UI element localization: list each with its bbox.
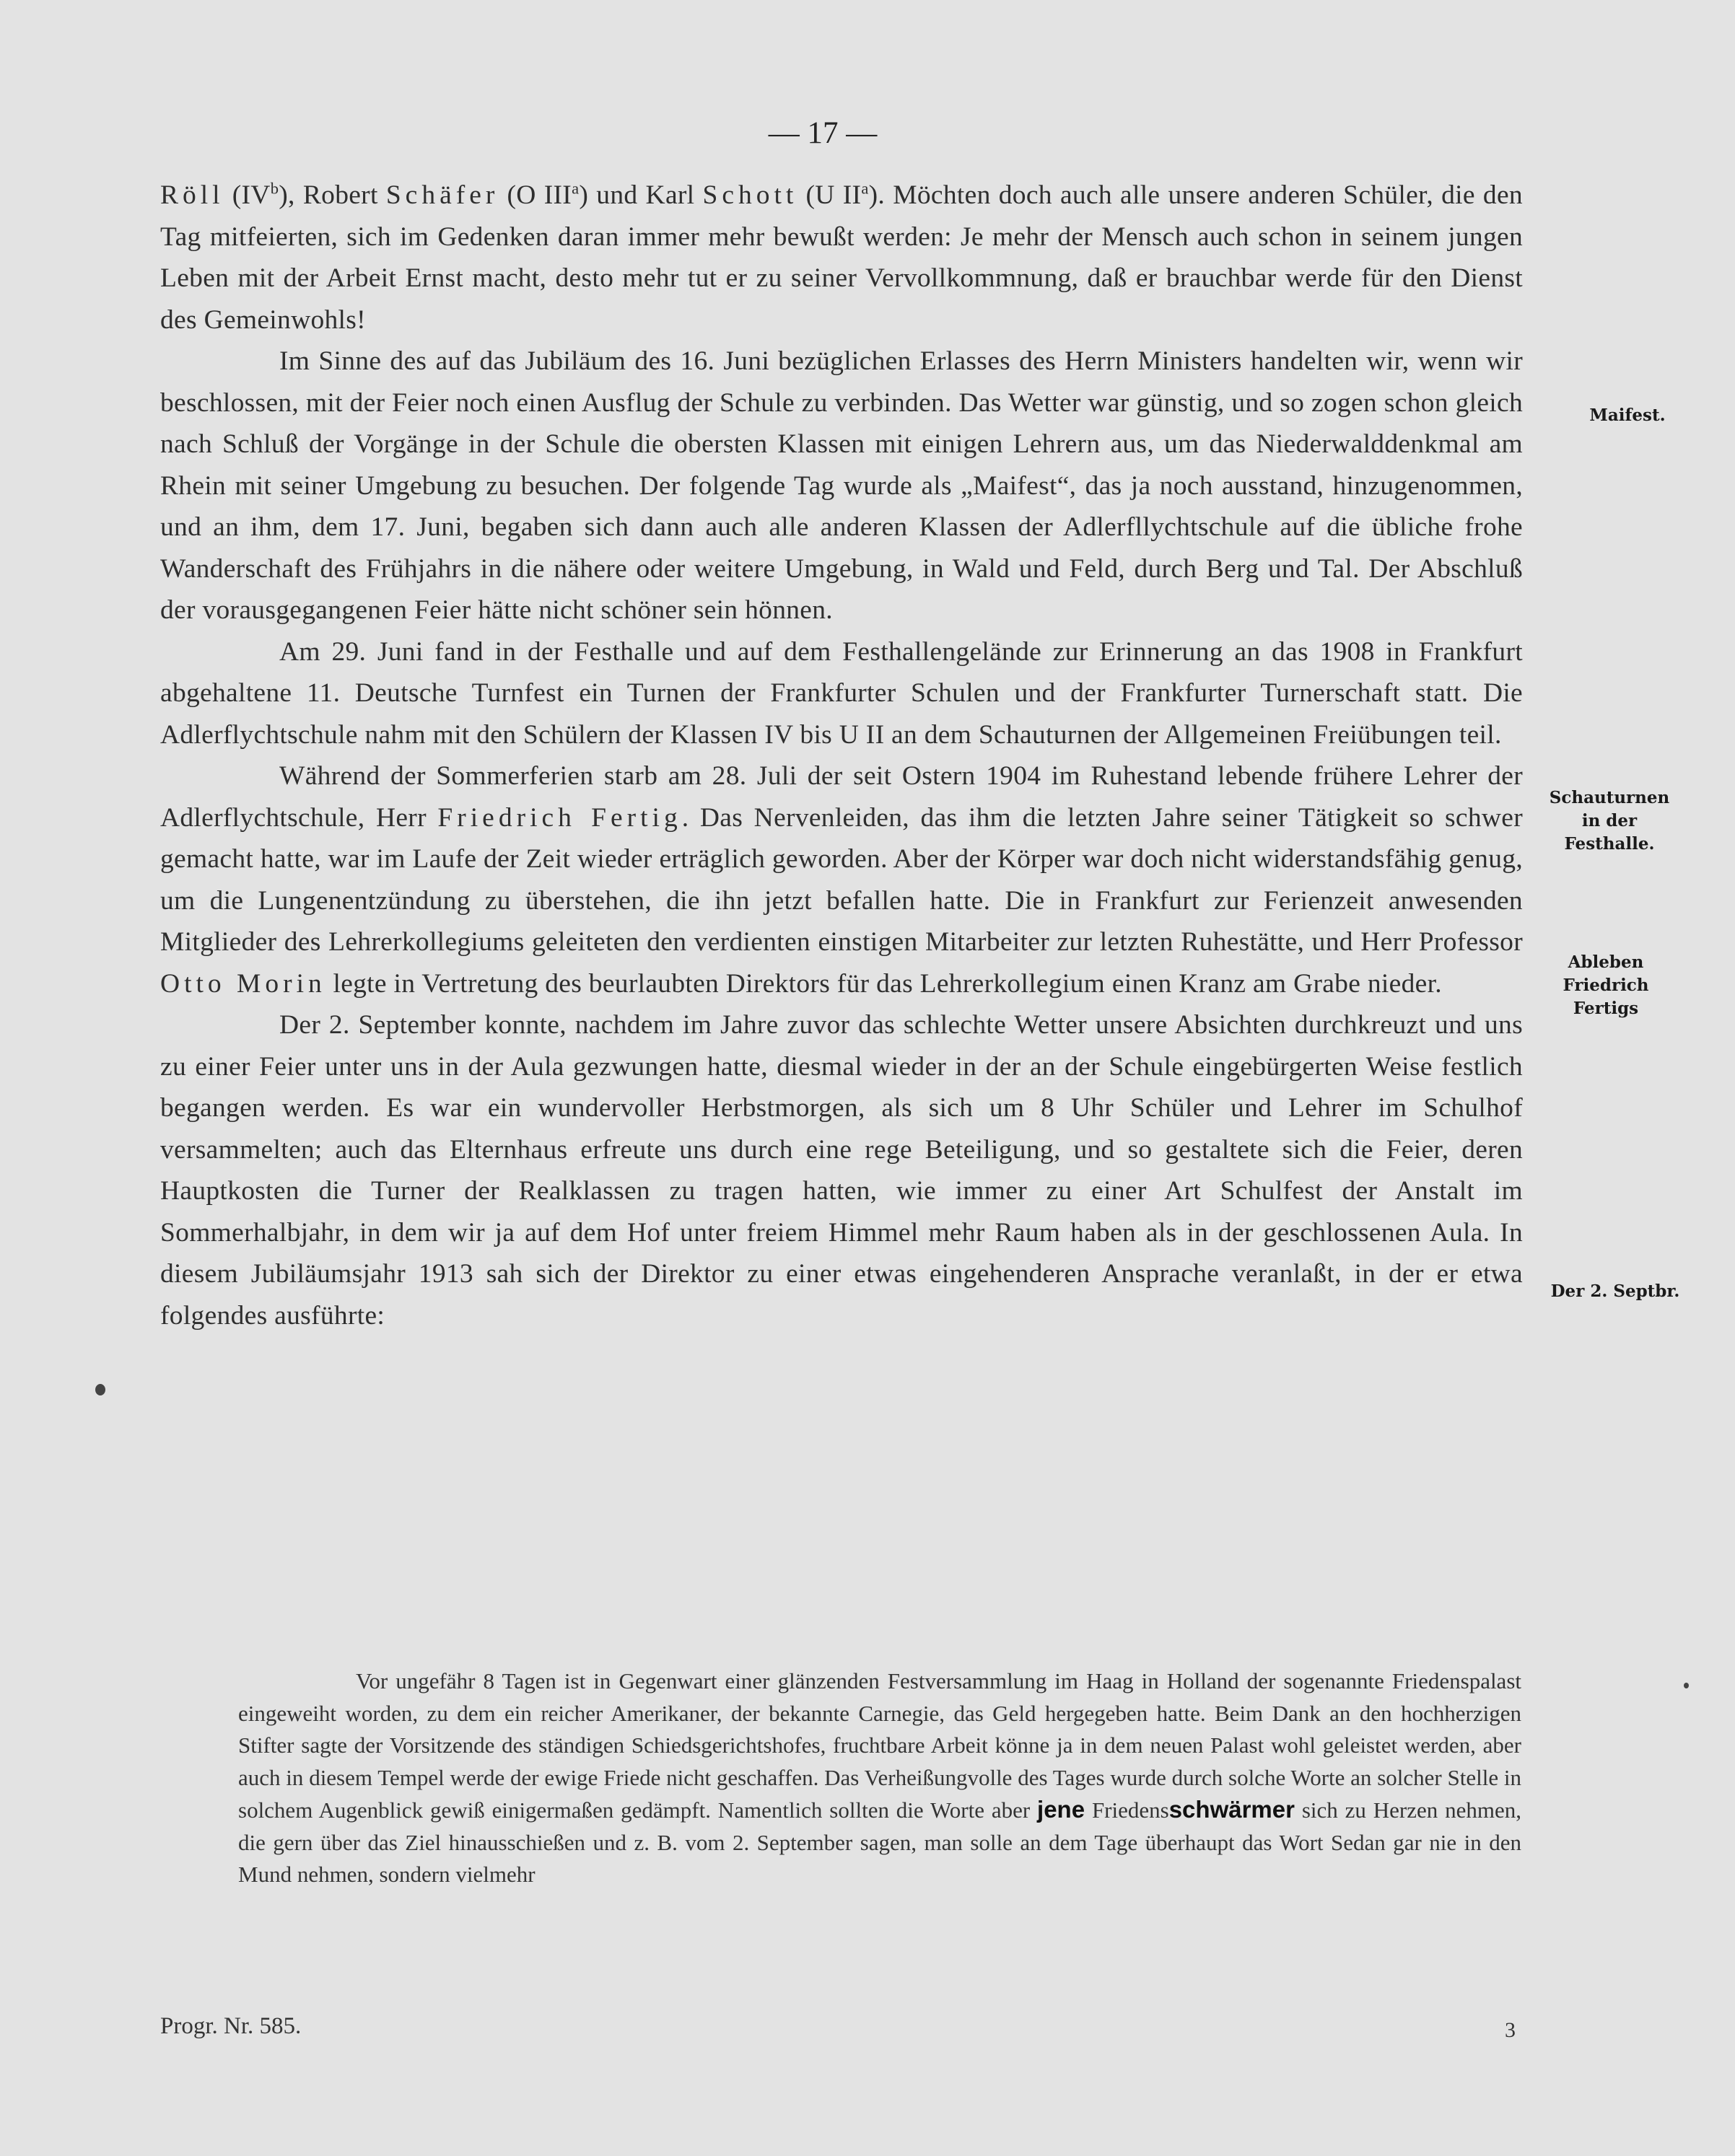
- text-run: (O III: [499, 180, 572, 210]
- margin-note-line: Ableben: [1568, 952, 1644, 972]
- emphasis-text: jene: [1037, 1796, 1085, 1823]
- text-run: sich zu Herzen nehmen, die gern über das Ziel hinausschießen und z. B. vom 2. September sagen, man solle an dem Tage überhaupt das Wort Sedan gar nie in den Mund nehmen, sondern vielmehr: [238, 1797, 1521, 1887]
- spaced-name: Otto Morin: [160, 968, 326, 999]
- margin-note-maifest: Maifest.: [1589, 406, 1666, 425]
- text-run: b: [270, 179, 279, 198]
- text-run: . Das Nervenleiden, das ihm die letzten Jahre seiner Tätigkeit so schwer gemacht hatte, war im Laufe der Zeit wieder erträglich geworden. Aber der Körper war doch nicht widerstandsfähig genug, um die Lungenentzündung zu überstehen, die ihn jetzt befallen hatte. Die in Frankfurt zur Ferienzeit anwesenden Mitglieder des Lehrerkollegiums geleiteten den verdienten einstigen Mitarbeiter zur letzten Ruhestätte, und Herr Professor: [160, 802, 1523, 957]
- margin-note-september: Der 2. Septbr.: [1550, 1281, 1680, 1301]
- spaced-name: Schott: [702, 180, 798, 210]
- margin-note-line: Friedrich: [1563, 976, 1649, 995]
- text-run: Vor ungefähr 8 Tagen ist in Gegenwart einer glänzenden Festversammlung im Haag in Holland der sogenannte Friedenspalast eingeweiht worden, zu dem ein reicher Amerikaner, der bekannte Carnegie, das Geld hergegeben hatte. Beim Dank an den hochherzigen Stifter sagte der Vorsitzende des ständigen Schiedsgerichtshofes, fruchtbare Arbeit könne ja in dem neuen Palast wohl geleistet werden, aber auch in diesem Tempel werde der ewige Friede nicht geschaffen. Das Verheißungvolle des Tages wurde durch solche Worte an solcher Stelle in solchem Augenblick gewiß einigermaßen gedämpft. Namentlich sollten die Worte aber: [238, 1668, 1521, 1823]
- text-run: ). Möchten doch auch alle unsere anderen Schüler, die den Tag mitfeierten, sich im Gedenken daran immer mehr bewußt werden: Je mehr der Mensch auch schon in seinem jungen Leben mit der Arbeit Ernst macht, desto mehr tut er zu seiner Vervollkommnung, daß er brauchbar werde für den Dienst des Gemeinwohls!: [160, 180, 1523, 335]
- margin-note-line: Schauturnen: [1549, 788, 1670, 807]
- text-run: Der 2. September konnte, nachdem im Jahre zuvor das schlechte Wetter unsere Absichten durchkreuzt und uns zu einer Feier unter uns in der Aula gezwungen hatte, diesmal wieder in der an der Schule eingebürgerten Weise festlich begangen werden. Es war ein wundervoller Herbstmorgen, als sich um 8 Uhr Schüler und Lehrer im Schulhof versammelten; auch das Elternhaus erfreute uns durch eine rege Beteiligung, und so gestaltete sich die Feier, deren Hauptkosten die Turner der Realklassen zu tragen hatten, wie immer zu einer Art Schulfest der Anstalt im Sommerhalbjahr, in dem wir ja auf dem Hof unter freiem Himmel mehr Raum haben als in der geschlossenen Aula. In diesem Jubiläumsjahr 1913 sah sich der Direktor zu einer etwas eingehenderen Ansprache veranlaßt, in der er etwa folgendes ausführte:: [160, 1010, 1523, 1331]
- margin-note-line: Festhalle.: [1564, 834, 1655, 854]
- margin-note-ableben: [1523, 951, 1689, 1020]
- body-text: [160, 175, 1523, 1336]
- text-run: a: [572, 179, 580, 198]
- paragraph-p5: [160, 1004, 1523, 1336]
- footer-program-number: Progr. Nr. 585.: [160, 2013, 302, 2039]
- spaced-name: R: [160, 180, 183, 210]
- margin-note-line: in der: [1581, 811, 1638, 831]
- spaced-name: Friedrich Fertig: [437, 802, 682, 833]
- text-run: legte in Vertretung des beurlaubten Direktors für das Lehrerkollegium einen Kranz am Grabe nieder.: [325, 968, 1442, 999]
- spaced-name: öll: [183, 180, 224, 210]
- text-run: ), Robert: [279, 180, 386, 210]
- speech-quote: [238, 1665, 1521, 1891]
- text-run: Während der Sommerferien starb am 28. Juli der seit Ostern 1904 im Ruhestand lebende frühere Lehrer der Adlerflychtschule, Herr: [160, 761, 1523, 833]
- quote-paragraph: [238, 1665, 1521, 1891]
- text-run: Friedens: [1085, 1797, 1169, 1823]
- paragraph-p2: [160, 341, 1523, 631]
- text-run: (IV: [224, 180, 271, 210]
- paragraph-p4: [160, 755, 1523, 1004]
- margin-note-line: Fertigs: [1573, 999, 1639, 1018]
- margin-note-schauturnen: [1526, 786, 1692, 856]
- text-run: ) und Karl: [579, 180, 703, 210]
- text-run: Am 29. Juni fand in der Festhalle und auf dem Festhallengelände zur Erinnerung an das 1908 in Frankfurt abgehaltene 11. Deutsche Turnfest ein Turnen der Frankfurter Schulen und der Frankfurter Turnerschaft statt. Die Adlerflychtschule nahm mit den Schülern der Klassen IV bis U II an dem Schauturnen der Allgemeinen Freiübungen teil.: [160, 636, 1523, 750]
- page-number: — 17 —: [768, 116, 878, 150]
- footer-sheet-number: 3: [1505, 2018, 1516, 2042]
- emphasis-text: schwärmer: [1168, 1796, 1295, 1823]
- ink-spot: [95, 1384, 105, 1395]
- paragraph-p1: [160, 175, 1523, 341]
- text-run: Im Sinne des auf das Jubiläum des 16. Juni bezüglichen Erlasses des Herrn Ministers handelten wir, wenn wir beschlossen, mit der Feier noch einen Ausflug der Schule zu verbinden. Das Wetter war günstig, und so zogen schon gleich nach Schluß der Vorgänge in der Schule die obersten Klassen mit einigen Lehrern aus, um das Niederwalddenkmal am Rhein mit seiner Umgebung zu besuchen. Der folgende Tag wurde als „Maifest“, das ja noch ausstand, hinzugenommen, und an ihm, dem 17. Juni, begaben sich dann auch alle anderen Klassen der Adlerfllychtschule auf die übliche frohe Wanderschaft des Frühjahrs in die nähere oder weitere Umgebung, in Wald und Feld, durch Berg und Tal. Der Abschluß der vorausgegangenen Feier hätte nicht schöner sein hönnen.: [160, 346, 1523, 625]
- text-run: (U II: [797, 180, 862, 210]
- ink-spot: [1684, 1683, 1689, 1688]
- spaced-name: Schäfer: [385, 180, 499, 210]
- paragraph-p3: [160, 631, 1523, 756]
- text-run: a: [861, 179, 869, 198]
